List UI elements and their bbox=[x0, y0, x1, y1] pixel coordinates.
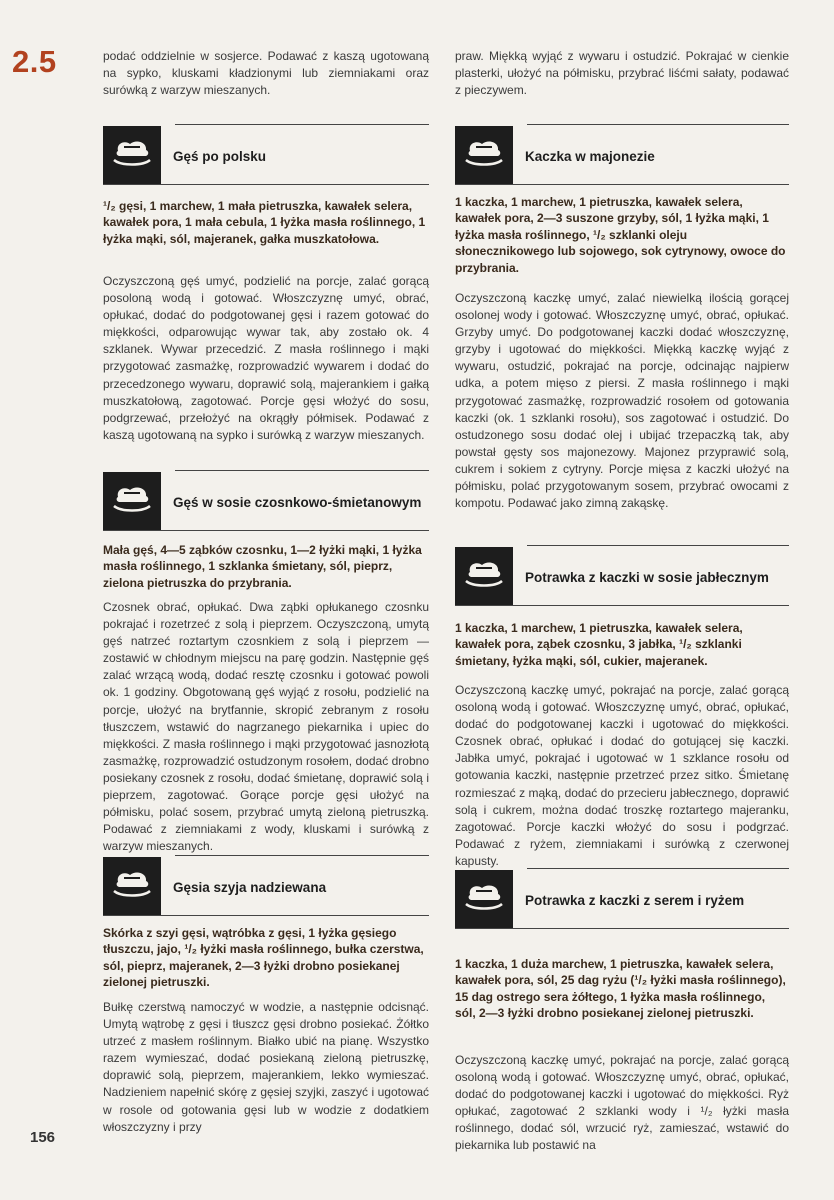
recipe-title: Kaczka w majonezie bbox=[525, 148, 655, 164]
right-intro-text: praw. Miękką wyjąć z wywaru i ostudzić. Pokrajać w cienkie plasterki, ułożyć na półmisku, przybrać liśćmi sałaty, podawać z pieczywem. bbox=[455, 49, 789, 98]
recipe-title: Gęś w sosie czosnkowo-śmietanowym bbox=[173, 494, 422, 510]
recipe-method: Bułkę czerstwą namoczyć w wodzie, a następnie odcisnąć. Umytą wątrobę z gęsi i tłuszcz gęsi drobno posiekać. Żółtko utrzeć z masłem roślinnym. Białko ubić na pianę. Wszystko razem wymieszać, dodać posiekaną zieloną pietruszkę, doprawić solą, pieprzem, majerankiem, lekko wymieszać. Nadzieniem napełnić skórę z gęsiej szyjki, zaszyć i ugotować w rosole od gotowania gęsi lub w wodzie z dodatkiem włoszczyzny i przy bbox=[103, 1000, 429, 1134]
recipe-title: Potrawka z kaczki z serem i ryżem bbox=[525, 892, 745, 908]
recipe-header-gesia-szyja bbox=[103, 855, 429, 916]
recipe-method: Oczyszczoną gęś umyć, podzielić na porcje, zalać gorącą posoloną wodą i gotować. Włoszczyznę umyć, obrać, opłukać, dodać do podgotowanej gęsi i razem gotować do miękkości, odparowując wywar tak, aby zostało ok. 4 szklanek. Wywar przecedzić. Z masła roślinnego i mąki przygotować zasmażkę, rozprowadzić wywarem i dodać do przecedzonego wywaru, doprawić solą, majerankiem i gałką muszkatołową, zagotować. Porcje gęsi włożyć do sosu, podgrzewać, przełożyć na okrągły półmisek. Podawać z kaszą ugotowaną na sypko i surówką z warzyw mieszanych. bbox=[103, 274, 429, 442]
recipe-header-potrawka-z-serem bbox=[455, 868, 789, 929]
recipe-ingredients: 1 kaczka, 1 marchew, 1 pietruszka, kawałek selera, kawałek pora, 2—3 suszone grzyby, sól, 1 łyżka mąki, 1 łyżka masła roślinnego, ¹/₂ szklanki oleju słonecznikowego lub sojowego, sok cytrynowy, owoce do przybrania. bbox=[455, 195, 786, 275]
roast-dish-icon bbox=[103, 857, 161, 915]
recipe-title: Gęś po polsku bbox=[173, 148, 267, 164]
recipe-ingredients: 1 kaczka, 1 marchew, 1 pietruszka, kawałek selera, kawałek pora, ząbek czosnku, 3 jabłka, ¹/₂ szklanki śmietany, łyżka mąki, sól, cukier, majeranek. bbox=[455, 621, 743, 668]
roast-dish-icon bbox=[455, 126, 513, 184]
roast-dish-icon bbox=[455, 547, 513, 605]
recipe-ingredients: 1 kaczka, 1 duża marchew, 1 pietruszka, kawałek selera, kawałek pora, sól, 25 dag ryżu (¹/₂ łyżki masła roślinnego), 15 dag ostrego sera żółtego, 1 łyżka masła roślinnego, sól, 2—3 łyżki drobno posiekanej zielonej pietruszki. bbox=[455, 957, 786, 1021]
recipe-header-ges-w-sosie bbox=[103, 470, 429, 531]
recipe-ingredients: Skórka z szyi gęsi, wątróbka z gęsi, 1 łyżka gęsiego tłuszczu, jajo, ¹/₂ łyżki masła roślinnego, bułka czerstwa, sól, pieprz, majeranek, 2—3 łyżki drobno posiekanej zielonej pietruszki. bbox=[103, 926, 424, 990]
recipe-ingredients: Mała gęś, 4—5 ząbków czosnku, 1—2 łyżki mąki, 1 łyżka masła roślinnego, 1 szklanka śmietany, sól, pieprz, zielona pietruszka do przybrania. bbox=[103, 543, 422, 590]
recipe-method: Oczyszczoną kaczkę umyć, pokrajać na porcje, zalać gorącą osoloną wodą i gotować. Włoszczyznę umyć, obrać, opłukać, dodać do podgotowanej kaczki i ugotować do miękkości. Czosnek obrać, opłukać i dodać do gotującej się kaczki. Jabłka umyć, pokrajać i ugotować w 1 szklance rosołu od gotowania kaczki, następnie przetrzeć przez sitko. Śmietanę rozmieszać z mąką, dodać do przecieru jabłecznego, doprawić solą i cukrem, można dodać troszkę roztartego majeranku, zagotować. Porcje kaczki włożyć do sosu i podgrzać. Podawać z ryżem, ziemniakami i surówką z czerwonej kapusty. bbox=[455, 683, 789, 868]
recipe-method: Oczyszczoną kaczkę umyć, zalać niewielką ilością gorącej osolonej wody i gotować. Włoszczyznę umyć, obrać, opłukać. Grzyby umyć. Do podgotowanej kaczki dodać włoszczyznę, grzyby i ugotować do miękkości. Miękką kaczkę wyjąć z wywaru, ostudzić, pokrajać na porcje, odcinając najpierw udka, a potem mięso z piersi. Z masła roślinnego i mąki przygotować zasmażkę, rozprowadzić rosołem od gotowania kaczki (ok. 1 szklanki rosołu), sos zagotować i ostudzić. Do ostudzonego sosu dodać olej i ubijać trzepaczką tak, aby powstał gęsty sos majonezowy. Majonez przyprawić solą, cukrem i sokiem z cytryny. Porcje mięsa z kaczki ułożyć na półmisku, polać przygotowanym sosem, przybrać owocami z kompotu. Podawać jako zimną zakąskę. bbox=[455, 291, 789, 511]
recipe-header-ges-po-polsku bbox=[103, 124, 429, 185]
recipe-header-potrawka-jablecznym bbox=[455, 545, 789, 606]
roast-dish-icon bbox=[103, 126, 161, 184]
section-number: 2.5 bbox=[12, 44, 57, 79]
recipe-header-kaczka-w-majonezie bbox=[455, 124, 789, 185]
left-intro-text: podać oddzielnie w sosjerce. Podawać z kaszą ugotowaną na sypko, kluskami kładzionymi lub ziemniakami oraz surówką z warzyw mieszanych. bbox=[103, 49, 429, 98]
recipe-method: Oczyszczoną kaczkę umyć, pokrajać na porcje, zalać gorącą osoloną wodą i gotować. Włoszczyznę umyć, obrać, opłukać, dodać do podgotowanej kaczki i ugotować do miękkości. Ryż opłukać, zagotować 2 szklanki wody i ¹/₂ łyżki masła roślinnego, dodać sól, wrzucić ryż, zamieszać, wstawić do piekarnika lub postawić na bbox=[455, 1053, 789, 1153]
roast-dish-icon bbox=[103, 472, 161, 530]
recipe-method: Czosnek obrać, opłukać. Dwa ząbki opłukanego czosnku pokrajać i rozetrzeć z solą i pieprzem. Oczyszczoną, umytą gęś natrzeć roztartym czosnkiem z solą i pieprzem — zostawić w chłodnym miejscu na parę godzin. Następnie gęś zalać wrzącą wodą, dodać resztę czosnku i gotować powoli ok. 1 godziny. Obgotowaną gęś wyjąć z rosołu, podzielić na porcje, ułożyć na brytfannie, skropić zebranym z rosołu tłuszczem, wstawić do nagrzanego piekarnika i upiec do miękkości. Z masła roślinnego i mąki przygotować jasnozłotą zasmażkę, rozprowadzić ostudzonym rosołem, dodać drobno posiekany czosnek z rosołu, dodać śmietanę, doprawić solą i pieprzem, zagotować. Gorące porcje gęsi ułożyć na półmisku, polać sosem, przybrać umytą zieloną pietruszką. Podawać z ziemniakami z wody, kluskami i surówką z warzyw mieszanych. bbox=[103, 600, 429, 854]
recipe-ingredients: ¹/₂ gęsi, 1 marchew, 1 mała pietruszka, kawałek selera, kawałek pora, 1 mała cebula, 1 łyżka masła roślinnego, 1 łyżka mąki, sól, majeranek, gałka muszkatołowa. bbox=[103, 199, 426, 246]
roast-dish-icon bbox=[455, 870, 513, 928]
recipe-title: Gęsia szyja nadziewana bbox=[173, 879, 327, 895]
recipe-title: Potrawka z kaczki w sosie jabłecznym bbox=[525, 569, 769, 585]
page-number: 156 bbox=[30, 1129, 56, 1146]
